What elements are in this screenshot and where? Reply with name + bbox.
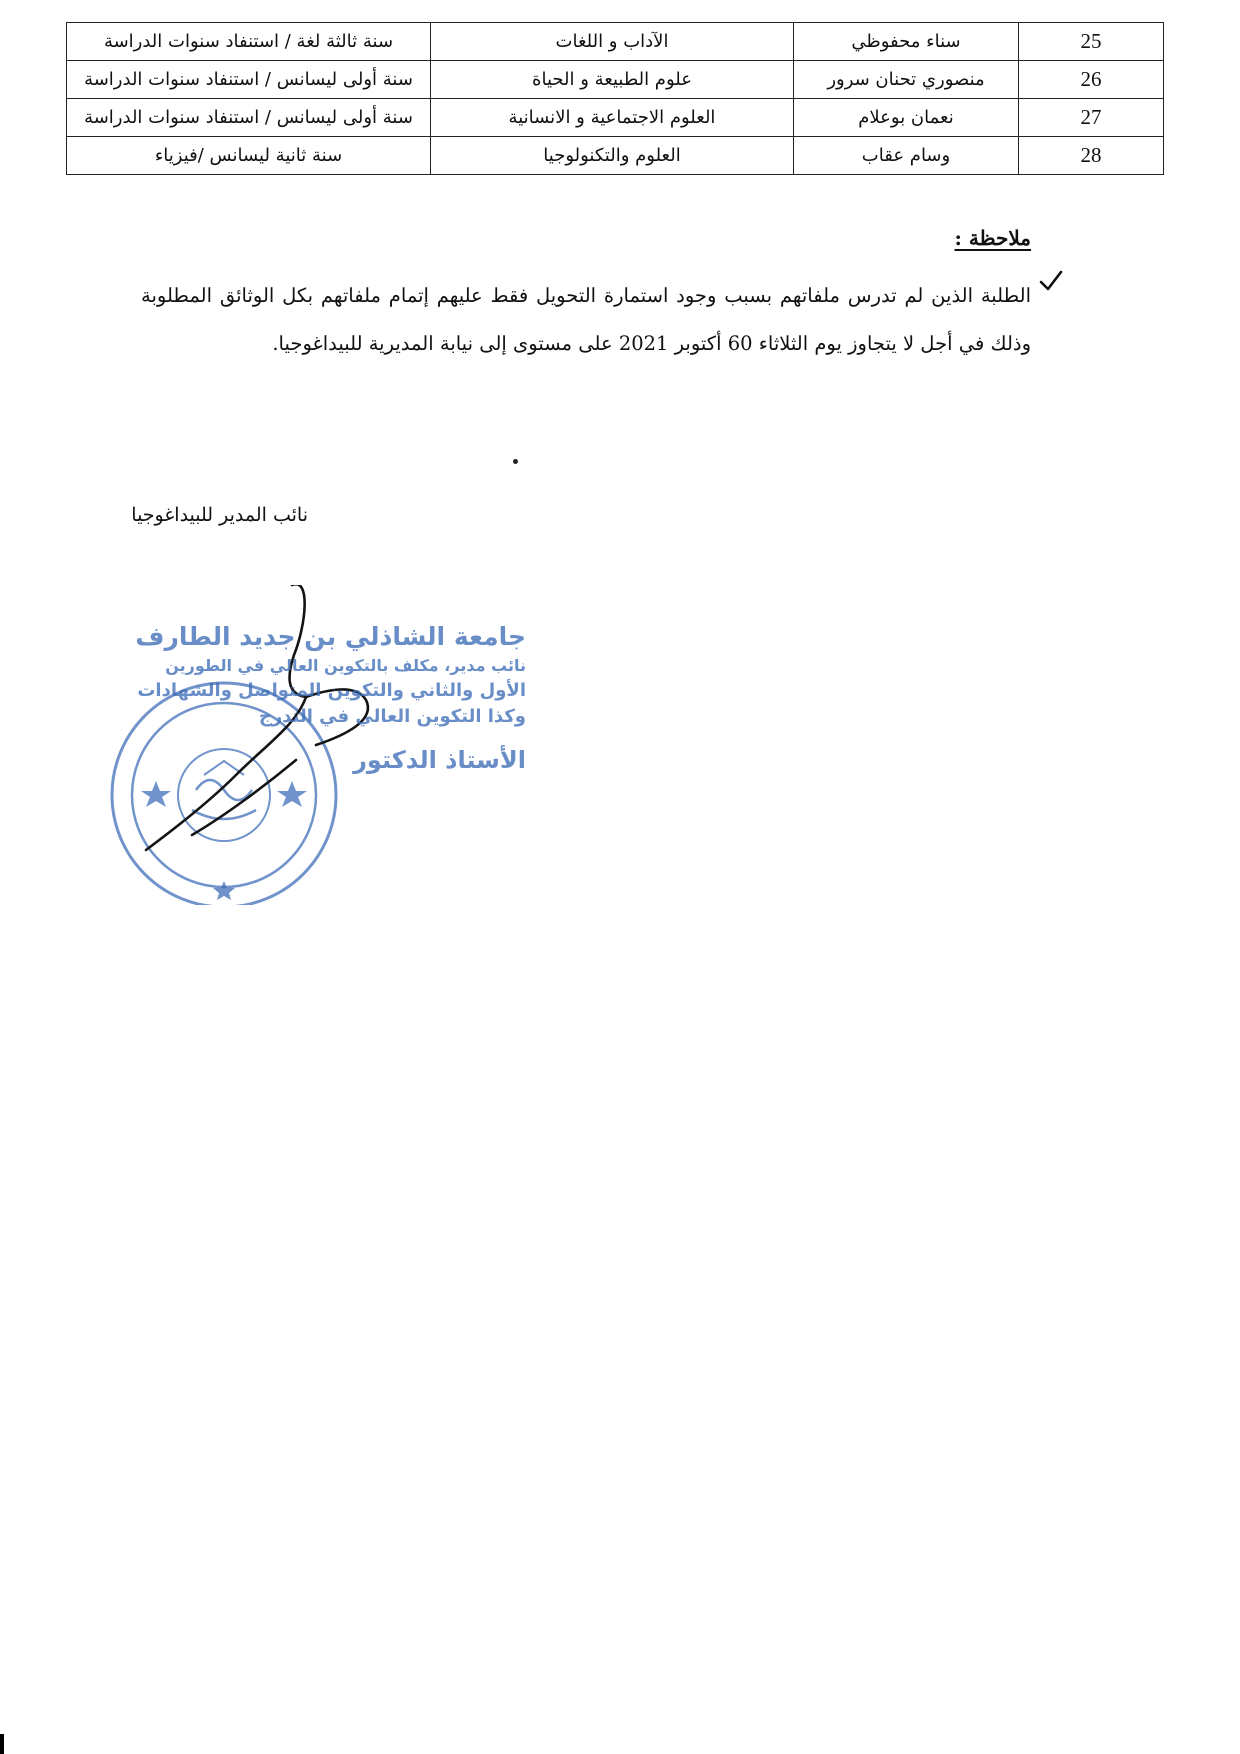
row-number: 27 (1019, 99, 1164, 137)
student-table (66, 22, 1164, 175)
stray-dot (513, 459, 518, 464)
table-row (67, 99, 1164, 137)
study-field: علوم الطبيعة و الحياة (431, 61, 794, 99)
table-row (67, 137, 1164, 175)
scan-edge-mark (0, 1734, 4, 1754)
stamp-line: الأستاذ الدكتور (353, 746, 526, 774)
checkmark-icon (1038, 268, 1064, 294)
study-field: العلوم الاجتماعية و الانسانية (431, 99, 794, 137)
official-stamp (96, 585, 536, 905)
study-level: سنة ثانية ليسانس /فيزياء (67, 137, 431, 175)
student-name: وسام عقاب (794, 137, 1019, 175)
note-heading: ملاحظة : (954, 226, 1031, 250)
study-field: الآداب و اللغات (431, 23, 794, 61)
student-name: منصوري تحنان سرور (794, 61, 1019, 99)
table-row (67, 61, 1164, 99)
study-level: سنة أولى ليسانس / استنفاد سنوات الدراسة (67, 99, 431, 137)
row-number: 26 (1019, 61, 1164, 99)
study-field: العلوم والتكنولوجيا (431, 137, 794, 175)
row-number: 25 (1019, 23, 1164, 61)
study-level: سنة أولى ليسانس / استنفاد سنوات الدراسة (67, 61, 431, 99)
stamp-line: نائب مدير، مكلف بالتكوين العالي في الطورين (165, 656, 526, 675)
row-number: 28 (1019, 137, 1164, 175)
note-text: الطلبة الذين لم تدرس ملفاتهم بسبب وجود استمارة التحويل فقط عليهم إتمام ملفاتهم بكل الوثائق المطلوبة وذلك في أجل لا يتجاوز يوم الثلاثاء 60 أكتوبر 2021 على مستوى إلى نيابة المديرية للبيداغوجيا. (141, 284, 1031, 355)
signer-title: نائب المدير للبيداغوجيا (131, 504, 308, 526)
stamp-line: جامعة الشاذلي بن جديد الطارف (135, 622, 526, 651)
stamp-line: الأول والثاني والتكوين المتواصل والشهادات (137, 680, 526, 701)
table-row (67, 23, 1164, 61)
stamp-line: وكذا التكوين العالي في التدرج (258, 706, 526, 727)
study-level: سنة ثالثة لغة / استنفاد سنوات الدراسة (67, 23, 431, 61)
stamp-text (106, 620, 526, 778)
student-name: نعمان بوعلام (794, 99, 1019, 137)
student-name: سناء محفوظي (794, 23, 1019, 61)
